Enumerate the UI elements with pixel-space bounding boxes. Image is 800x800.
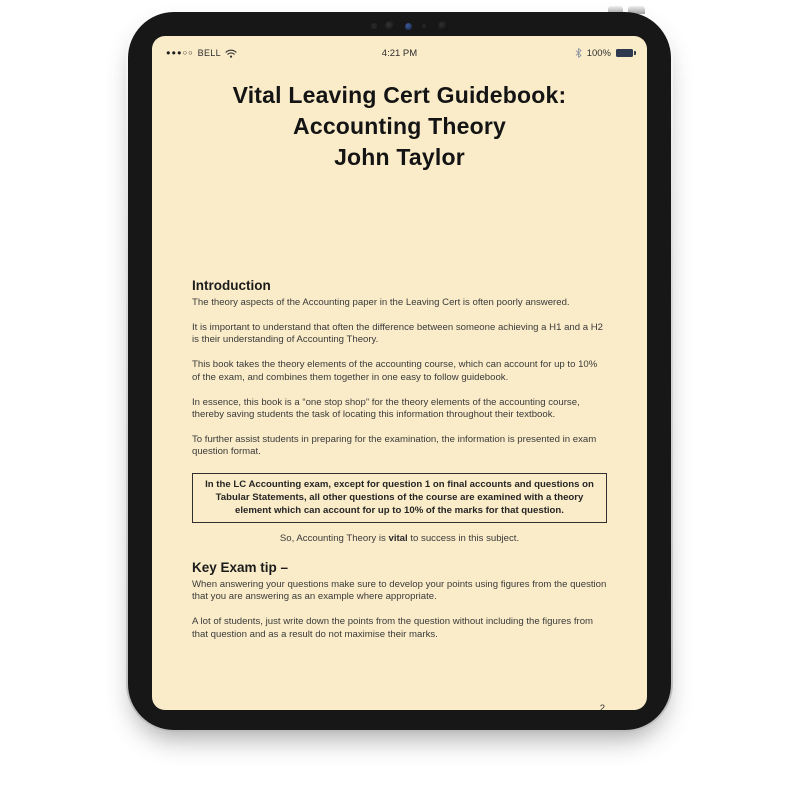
- vital-line-bold: vital: [388, 532, 408, 544]
- status-bar-clock: 4:21 PM: [381, 47, 418, 59]
- paragraph: A lot of students, just write down the points from the question without including the figures from that question and as a result do not maximise their marks.: [192, 616, 594, 640]
- tablet-screen: [152, 36, 647, 710]
- title-line: Vital Leaving Cert Guidebook:: [232, 82, 567, 108]
- tablet-device: [126, 10, 673, 732]
- paragraph: The theory aspects of the Accounting paper in the Leaving Cert is often poorly answered.: [192, 297, 570, 308]
- front-camera-icon: [385, 21, 395, 31]
- front-camera-cluster: [371, 21, 448, 31]
- carrier-label: BELL: [197, 48, 221, 58]
- vital-line-prefix: So, Accounting Theory is: [279, 532, 389, 544]
- bluetooth-icon: [575, 48, 582, 58]
- paragraph: It is important to understand that often the difference between someone achieving a H1 and a H2 is their understanding of Accounting Theory.: [192, 321, 604, 346]
- battery-percent-label: 100%: [586, 47, 611, 59]
- title-line: Accounting Theory: [293, 113, 506, 139]
- document-title: [192, 80, 607, 173]
- battery-icon: [616, 49, 633, 57]
- paragraph: In essence, this book is a “one stop shop” for the theory elements of the accounting course, thereby saving students the task of locating this information throughout their textbook.: [192, 396, 580, 420]
- paragraph: To further assist students in preparing for the examination, the information is presented in exam question format.: [192, 433, 597, 458]
- status-bar-right: [575, 48, 633, 59]
- vital-line-suffix: to success in this subject.: [407, 532, 520, 544]
- sensor-dot-icon: [371, 23, 377, 29]
- document-page: [152, 80, 647, 710]
- microphone-dot-icon: [422, 24, 426, 28]
- paragraph: This book takes the theory elements of the accounting course, which can account for up to 10% of the exam, and combines them together in one easy to follow guidebook.: [192, 359, 598, 383]
- vital-summary-line: [192, 533, 607, 545]
- second-camera-icon: [438, 21, 448, 31]
- signal-strength-icon: ●●●○○: [166, 48, 194, 58]
- paragraph: When answering your questions make sure to develop your points using figures from the question that you are answering as an example where appropriate.: [192, 579, 607, 603]
- exam-callout-box: In the LC Accounting exam, except for question 1 on final accounts and questions on Tabular Statements, all other questions of the course are examined with a theory element which can account for up to 10% of the marks for that question.: [192, 473, 607, 523]
- page-number: 2: [599, 703, 605, 710]
- section-heading-introduction: Introduction: [192, 278, 271, 293]
- status-bar: [152, 36, 647, 63]
- section-heading-key-exam-tip: Key Exam tip –: [192, 560, 289, 576]
- title-line: John Taylor: [334, 144, 465, 170]
- tablet-bezel: [128, 12, 671, 730]
- camera-lens-icon: [405, 23, 412, 30]
